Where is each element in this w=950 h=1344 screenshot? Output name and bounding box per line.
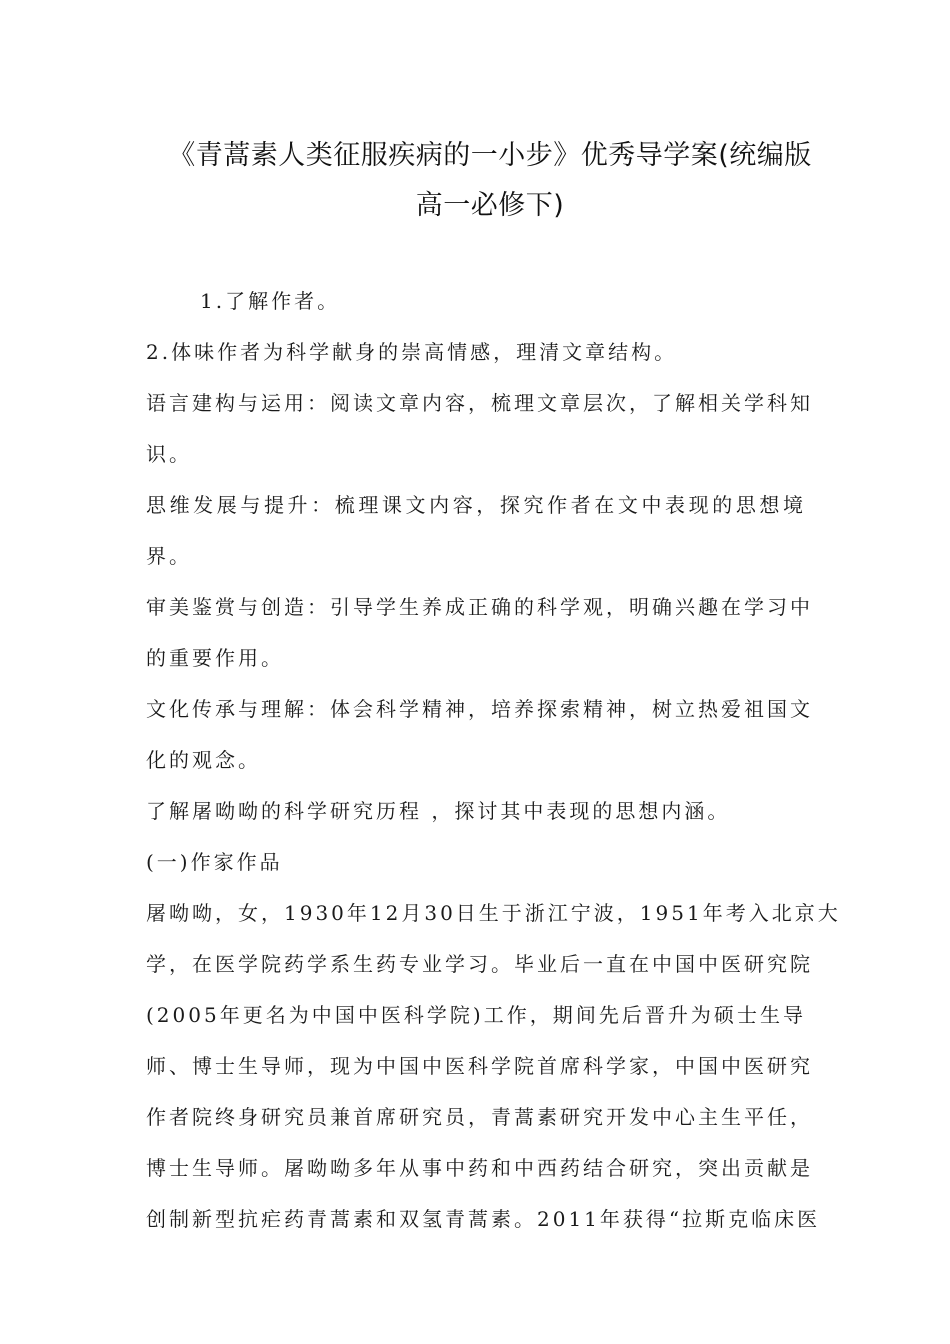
goal-culture-line-2: 化的观念。 xyxy=(146,748,261,772)
document-body xyxy=(146,276,841,1245)
bio-line-4: 师、博士生导师，现为中国中医科学院首席科学家，中国中医研究 xyxy=(146,1054,813,1078)
bio-line-2: 学，在医学院药学系生药专业学习。毕业后一直在中国中医研究院 xyxy=(146,952,813,976)
document-title-line-1: 《青蒿素人类征服疾病的一小步》优秀导学案(统编版 xyxy=(168,140,812,171)
bio-line-3: (2005年更名为中国中医科学院)工作，期间先后晋升为硕士生导 xyxy=(146,1003,806,1027)
goal-aesthetics-line-2: 的重要作用。 xyxy=(146,646,284,670)
objective-2: 2.体味作者为科学献身的崇高情感，理清文章结构。 xyxy=(146,340,678,364)
goal-language-line-1: 语言建构与运用：阅读文章内容，梳理文章层次，了解相关学科知 xyxy=(146,391,813,415)
bio-line-6: 博士生导师。屠呦呦多年从事中药和中西药结合研究，突出贡献是 xyxy=(146,1156,813,1180)
key-point: 了解屠呦呦的科学研究历程 ，探讨其中表现的思想内涵。 xyxy=(146,799,731,823)
goal-language-line-2: 识。 xyxy=(146,442,192,466)
goal-culture-line-1: 文化传承与理解：体会科学精神，培养探索精神，树立热爱祖国文 xyxy=(146,697,813,721)
bio-line-7: 创制新型抗疟药青蒿素和双氢青蒿素。2011年获得“拉斯克临床医 xyxy=(146,1207,821,1231)
goal-aesthetics-line-1: 审美鉴赏与创造：引导学生养成正确的科学观，明确兴趣在学习中 xyxy=(146,595,813,619)
goal-thinking-line-2: 界。 xyxy=(146,544,192,568)
document-title-line-2: 高一必修下) xyxy=(415,190,565,221)
section-heading-author-works: (一)作家作品 xyxy=(146,850,283,874)
goal-thinking-line-1: 思维发展与提升：梳理课文内容，探究作者在文中表现的思想境 xyxy=(146,493,806,517)
objective-1: 1.了解作者。 xyxy=(200,289,341,313)
bio-line-5: 作者院终身研究员兼首席研究员，青蒿素研究开发中心主生平任， xyxy=(146,1105,813,1129)
bio-line-1: 屠呦呦，女，1930年12月30日生于浙江宁波，1951年考入北京大 xyxy=(146,901,841,925)
